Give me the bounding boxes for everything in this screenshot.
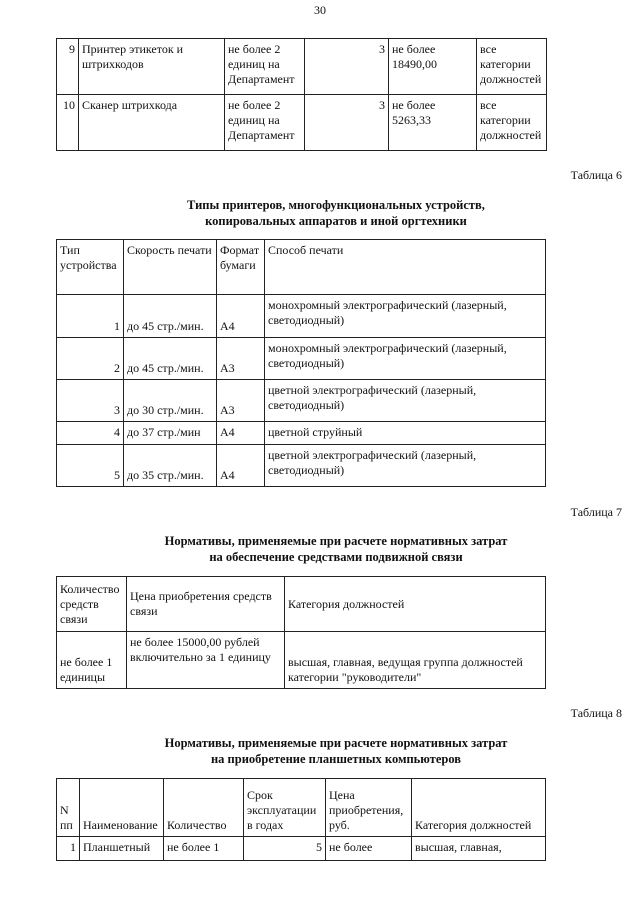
print-speed: до 37 стр./мин: [124, 422, 217, 445]
header-name: Наименование: [80, 779, 164, 837]
header-method: Способ печати: [265, 240, 546, 295]
item-quantity: не более 1: [164, 837, 244, 861]
table-6-title: [56, 197, 616, 229]
print-speed: до 30 стр./мин.: [124, 380, 217, 422]
table-header-row: [57, 577, 546, 632]
title-line: на приобретение планшетных компьютеров: [210, 752, 462, 766]
paper-format: А4: [217, 422, 265, 445]
header-number: N пп: [57, 779, 80, 837]
item-name: Принтер этикеток и штрихкодов: [79, 39, 225, 95]
item-price: не более 18490,00: [389, 39, 477, 95]
item-name: Планшетный: [80, 837, 164, 861]
equipment-table: [56, 38, 547, 151]
title-line: Нормативы, применяемые при расчете нормативных затрат: [164, 736, 508, 750]
print-speed: до 35 стр./мин.: [124, 445, 217, 487]
device-type: 2: [57, 338, 124, 380]
item-price: не более: [326, 837, 412, 861]
item-service-life: 5: [244, 837, 326, 861]
table-header-row: [57, 779, 546, 837]
title-line: копировальных аппаратов и иной оргтехники: [205, 214, 467, 228]
item-quantity: не более 2 единиц на Департамент: [225, 39, 305, 95]
table-row: [57, 338, 546, 380]
position-category: высшая, главная, ведущая группа должностей категории "руководители": [285, 632, 546, 689]
header-service-life: Срок эксплуатации в годах: [244, 779, 326, 837]
printer-types-table: [56, 239, 546, 487]
print-method: монохромный электрографический (лазерный, светодиодный): [265, 338, 546, 380]
row-number: 9: [57, 39, 79, 95]
print-speed: до 45 стр./мин.: [124, 295, 217, 338]
device-type: 4: [57, 422, 124, 445]
item-service-life: 3: [305, 39, 389, 95]
item-name: Сканер штрихкода: [79, 95, 225, 151]
header-format: Формат бумаги: [217, 240, 265, 295]
item-category: все категории должностей: [477, 95, 547, 151]
header-category: Категория должностей: [285, 577, 546, 632]
header-category: Категория должностей: [412, 779, 546, 837]
paper-format: А4: [217, 295, 265, 338]
header-quantity: Количество: [164, 779, 244, 837]
table-7-label: Таблица 7: [570, 505, 622, 519]
title-line: Нормативы, применяемые при расчете нормативных затрат: [164, 534, 508, 548]
tablets-table: [56, 778, 546, 861]
item-quantity: не более 2 единиц на Департамент: [225, 95, 305, 151]
table-row: [57, 445, 546, 487]
print-method: цветной струйный: [265, 422, 546, 445]
item-service-life: 3: [305, 95, 389, 151]
paper-format: А4: [217, 445, 265, 487]
header-quantity: Количество средств связи: [57, 577, 127, 632]
mobile-communication-table: [56, 576, 546, 689]
table-header-row: [57, 240, 546, 295]
paper-format: А3: [217, 338, 265, 380]
device-type: 5: [57, 445, 124, 487]
header-price: Цена приобретения, руб.: [326, 779, 412, 837]
print-method: цветной электрографический (лазерный, светодиодный): [265, 380, 546, 422]
row-number: 10: [57, 95, 79, 151]
print-method: монохромный электрографический (лазерный, светодиодный): [265, 295, 546, 338]
item-category: все категории должностей: [477, 39, 547, 95]
row-number: 1: [57, 837, 80, 861]
table-8-label: Таблица 8: [570, 706, 622, 720]
title-line: на обеспечение средствами подвижной связи: [209, 550, 463, 564]
table-row: [57, 380, 546, 422]
header-type: Тип устройства: [57, 240, 124, 295]
header-speed: Скорость печати: [124, 240, 217, 295]
item-price: не более 5263,33: [389, 95, 477, 151]
print-method: цветной электрографический (лазерный, светодиодный): [265, 445, 546, 487]
table-row: [57, 632, 546, 689]
device-quantity: не более 1 единицы: [57, 632, 127, 689]
device-price: не более 15000,00 рублей включительно за 1 единицу: [127, 632, 285, 689]
table-row: [57, 295, 546, 338]
table-6-label: Таблица 6: [570, 168, 622, 182]
page-number: 30: [314, 3, 326, 17]
paper-format: А3: [217, 380, 265, 422]
table-row: [57, 39, 547, 95]
table-row: [57, 837, 546, 861]
device-type: 1: [57, 295, 124, 338]
title-line: Типы принтеров, многофункциональных устройств,: [187, 198, 485, 212]
device-type: 3: [57, 380, 124, 422]
table-7-title: [56, 533, 616, 565]
table-row: [57, 422, 546, 445]
header-price: Цена приобретения средств связи: [127, 577, 285, 632]
print-speed: до 45 стр./мин.: [124, 338, 217, 380]
table-8-title: [56, 735, 616, 767]
item-category: высшая, главная,: [412, 837, 546, 861]
table-row: [57, 95, 547, 151]
